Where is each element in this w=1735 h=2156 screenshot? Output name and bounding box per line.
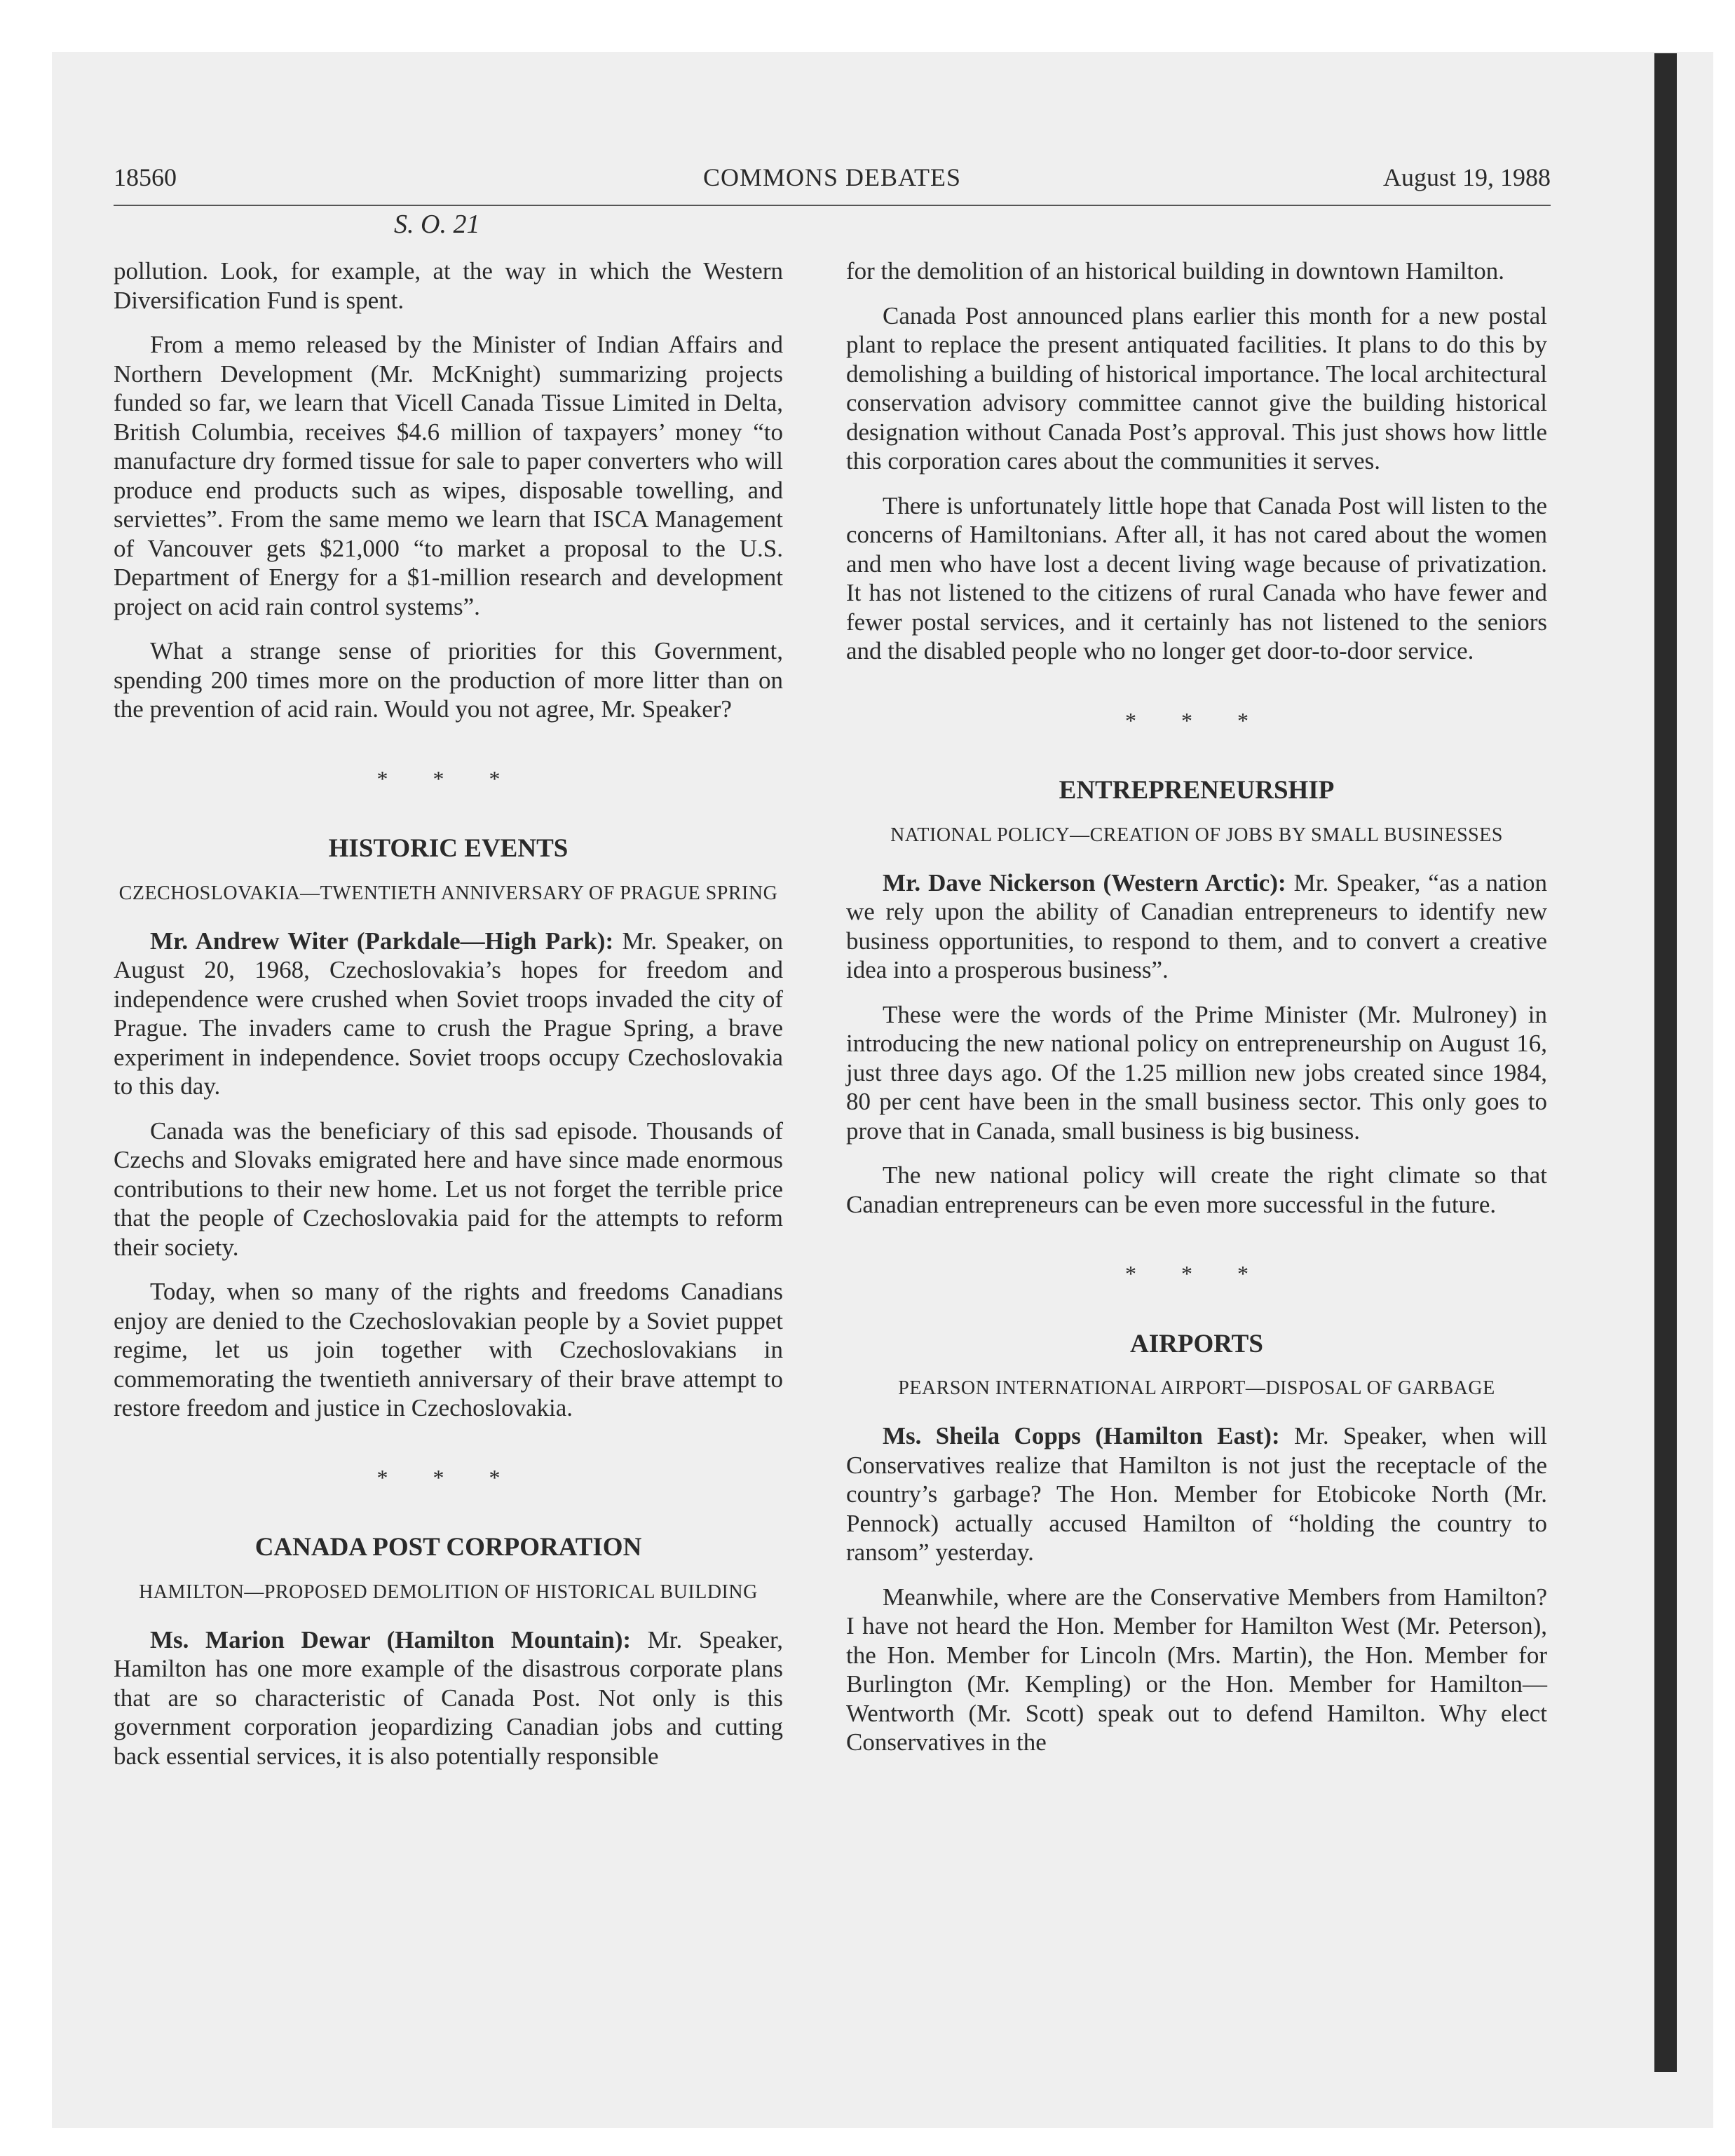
speaker-name: Mr. Dave Nickerson (Western Arctic): (883, 868, 1286, 896)
section-heading: CANADA POST CORPORATION (254, 1533, 642, 1562)
section-heading: AIRPORTS (1130, 1329, 1263, 1358)
section-separator: * * * (1125, 1261, 1268, 1286)
left-column (114, 257, 783, 1786)
speaker-name: Ms. Sheila Copps (Hamilton East): (883, 1422, 1280, 1449)
paragraph (114, 1625, 783, 1771)
paragraph: What a strange sense of priorities for this Government, spending 200 times more on the production of more litter than on the prevention of acid rain. Would you not agree, Mr. Speaker? (114, 637, 783, 723)
page-header (114, 163, 1551, 206)
right-column (846, 257, 1547, 1773)
paragraph: From a memo released by the Minister of Indian Affairs and Northern Development (Mr. McKnight) summarizing projects funded so far, we learn that Vicell Canada Tissue Limited in Delta, British Columbia, receives $4.6 million of taxpayers’ money “to manufacture dry formed tissue for sale to paper converters who will produce end products such as wipes, disposable towelling, and serviettes”. From the same memo we learn that ISCA Management of Vancouver gets $21,000 “to market a proposal to the U.S. Department of Energy for a $1-million research and development project on acid rain control systems”. (114, 331, 783, 620)
paragraph: Canada was the beneficiary of this sad episode. Thousands of Czechs and Slovaks emigrated here and have since made enormous contributions to their new home. Let us not forget the terrible price that the people of Czechoslovakia paid for the attempts to reform their society. (114, 1117, 783, 1261)
paragraph-text: Mr. Speaker, when will Conservatives realize that Hamilton is not just the receptacle of the country’s garbage? The Hon. Member for Etobicoke North (Mr. Pennock) actually accused Hamilton of “holding the country to ransom” yesterday. (846, 1422, 1547, 1566)
paragraph-text: Mr. Speaker, on August 20, 1968, Czechoslovakia’s hopes for freedom and independence were crushed when Soviet troops invaded the city of Prague. The invaders came to crush the Prague Spring, a brave experiment in independence. Soviet troops occupy Czechoslovakia to this day. (114, 927, 784, 1100)
section-subheading: CZECHOSLOVAKIA—TWENTIETH ANNIVERSARY OF PRAGUE SPRING (118, 882, 778, 904)
standing-order-label: S. O. 21 (394, 210, 480, 239)
paragraph: Canada Post announced plans earlier this month for a new postal plant to replace the present antiquated facilities. It plans to do this by demolishing a building of historical importance. The local architectural conservation advisory committee cannot give the building historical designation without Canada Post’s approval. This just shows how little this corporation cares about the communities it serves. (846, 301, 1547, 475)
speaker-name: Ms. Marion Dewar (Hamilton Mountain): (150, 1625, 632, 1653)
section-subheading: PEARSON INTERNATIONAL AIRPORT—DISPOSAL OF GARBAGE (898, 1377, 1495, 1399)
paragraph-text: Mr. Speaker, Hamilton has one more example of the disastrous corporate plans that are so characteristic of Canada Post. Not only is this government corporation jeopardizing Canadian jobs and cutting back essential services, it is also potentially responsible (114, 1625, 783, 1770)
paragraph: These were the words of the Prime Minister (Mr. Mulroney) in introducing the new national policy on entrepreneurship on August 16, just three days ago. Of the 1.25 million new jobs created since 1984, 80 per cent have been in the small business sector. This only goes to prove that in Canada, small business is big business. (846, 1000, 1547, 1145)
paragraph-text: Mr. Speaker, “as a nation we rely upon the ability of Canadian entrepreneurs to identify new business opportunities, to respond to them, and to convert a creative idea into a prosperous business”. (846, 868, 1547, 983)
section-heading: HISTORIC EVENTS (328, 834, 569, 863)
scan-edge-bar (1654, 53, 1677, 2072)
paragraph: pollution. Look, for example, at the way in which the Western Diversification Fund is spent. (114, 257, 783, 314)
page-number: 18560 (114, 163, 177, 191)
paragraph (846, 1421, 1547, 1567)
paragraph: There is unfortunately little hope that Canada Post will listen to the concerns of Hamiltonians. After all, it has not cared about the women and men who have lost a decent living wage because of privatization. It has not listened to the citizens of rural Canada who have fewer and fewer postal services, and it certainly has not listened to the seniors and the disabled people who no longer get door-to-door service. (846, 491, 1547, 664)
section-separator: * * * (376, 765, 520, 791)
section-subheading: HAMILTON—PROPOSED DEMOLITION OF HISTORICAL BUILDING (139, 1581, 758, 1603)
paragraph: Meanwhile, where are the Conservative Members from Hamilton? I have not heard the Hon. Member for Hamilton West (Mr. Peterson), the Hon. Member for Lincoln (Mrs. Martin), the Hon. Member for Burlington (Mr. Kempling) or the Hon. Member for Hamilton—Wentworth (Mr. Scott) speak out to defend Hamilton. Why elect Conservatives in the (846, 1583, 1547, 1756)
section-heading: ENTREPRENEURSHIP (1059, 776, 1335, 805)
publication-title: COMMONS DEBATES (702, 163, 962, 191)
publication-date: August 19, 1988 (1382, 163, 1551, 191)
section-separator: * * * (376, 1464, 520, 1490)
section-separator: * * * (1125, 707, 1268, 733)
paragraph: for the demolition of an historical building in downtown Hamilton. (846, 257, 1505, 285)
paragraph (114, 927, 783, 1101)
paragraph (846, 868, 1547, 985)
paragraph: Today, when so many of the rights and freedoms Canadians enjoy are denied to the Czechoslovakian people by a Soviet puppet regime, let us join together with Czechoslovakians in commemorating the twentieth anniversary of their brave attempt to restore freedom and justice in Czechoslovakia. (114, 1278, 783, 1421)
section-subheading: NATIONAL POLICY—CREATION OF JOBS BY SMALL BUSINESSES (890, 824, 1503, 846)
speaker-name: Mr. Andrew Witer (Parkdale—High Park): (150, 927, 614, 955)
paragraph: The new national policy will create the right climate so that Canadian entrepreneurs can be even more successful in the future. (846, 1161, 1547, 1218)
